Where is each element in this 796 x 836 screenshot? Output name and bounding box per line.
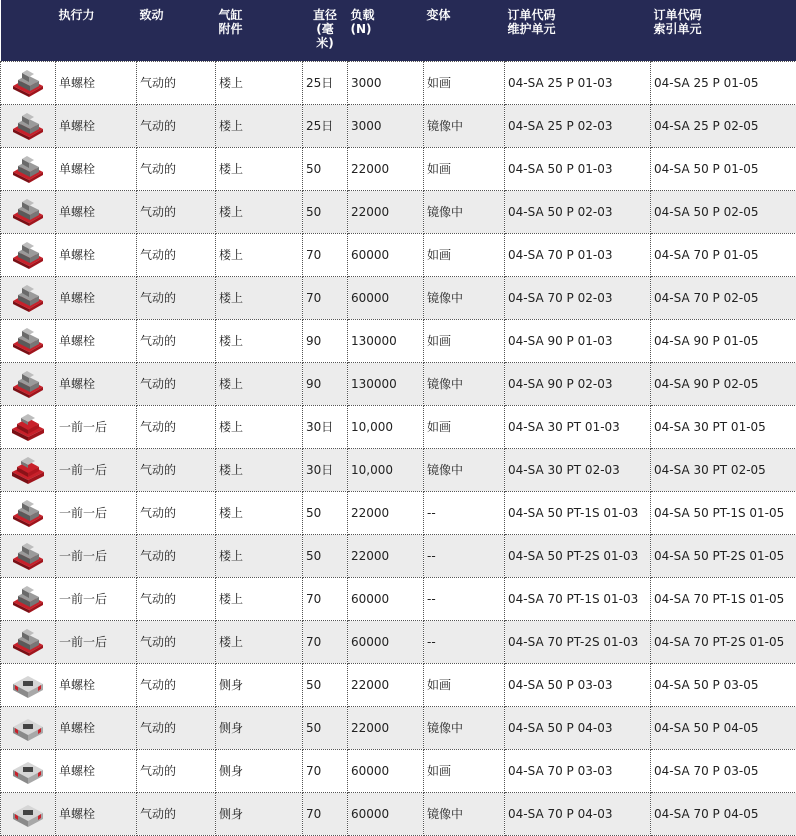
slide-unit-gray-icon (1, 584, 55, 614)
cell-order-code-maintenance: 04-SA 90 P 01-03 (505, 319, 651, 362)
cell-order-code-index: 04-SA 50 P 03-05 (651, 663, 796, 706)
cell-load: 10,000 (348, 405, 424, 448)
cell-load: 22000 (348, 663, 424, 706)
cell-order-code-maintenance: 04-SA 25 P 02-03 (505, 104, 651, 147)
cell-order-code-index: 04-SA 50 PT-1S 01-05 (651, 491, 796, 534)
product-image-cell (1, 706, 56, 749)
cell-order-code-maintenance: 04-SA 30 PT 02-03 (505, 448, 651, 491)
cell-mount: 楼上 (216, 405, 303, 448)
cell-variant: 如画 (424, 61, 505, 104)
table-body (1, 61, 796, 835)
cell-mount: 侧身 (216, 663, 303, 706)
cell-actuation: 一前一后 (56, 534, 137, 577)
cell-load: 130000 (348, 319, 424, 362)
table-row (1, 147, 796, 190)
cell-order-code-maintenance: 04-SA 70 P 01-03 (505, 233, 651, 276)
cell-load: 10,000 (348, 448, 424, 491)
product-image-cell (1, 405, 56, 448)
cell-variant: 镜像中 (424, 792, 505, 835)
cell-drive: 气动的 (137, 534, 216, 577)
cell-mount: 楼上 (216, 147, 303, 190)
cell-drive: 气动的 (137, 233, 216, 276)
cell-mount: 楼上 (216, 362, 303, 405)
table-row (1, 448, 796, 491)
cell-actuation: 一前一后 (56, 405, 137, 448)
cell-load: 60000 (348, 276, 424, 319)
cell-load: 60000 (348, 233, 424, 276)
cell-order-code-index: 04-SA 70 P 01-05 (651, 233, 796, 276)
cell-actuation: 单螺栓 (56, 319, 137, 362)
header-image (1, 0, 56, 61)
cell-load: 3000 (348, 61, 424, 104)
cell-variant: -- (424, 491, 505, 534)
cell-mount: 楼上 (216, 276, 303, 319)
product-image-cell (1, 61, 56, 104)
table-row (1, 190, 796, 233)
side-clamp-icon (1, 756, 55, 786)
slide-unit-gray-icon (1, 283, 55, 313)
cell-mount: 楼上 (216, 620, 303, 663)
cell-actuation: 单螺栓 (56, 233, 137, 276)
cell-drive: 气动的 (137, 405, 216, 448)
header-order-code-index: 订单代码 索引单元 (651, 0, 796, 61)
cell-order-code-index: 04-SA 70 P 02-05 (651, 276, 796, 319)
cell-order-code-maintenance: 04-SA 70 PT-1S 01-03 (505, 577, 651, 620)
slide-unit-gray-icon (1, 197, 55, 227)
cell-order-code-index: 04-SA 70 PT-1S 01-05 (651, 577, 796, 620)
cell-order-code-index: 04-SA 50 PT-2S 01-05 (651, 534, 796, 577)
cell-mount: 楼上 (216, 104, 303, 147)
cell-order-code-index: 04-SA 70 P 03-05 (651, 749, 796, 792)
product-image-cell (1, 663, 56, 706)
slide-unit-gray-icon (1, 240, 55, 270)
cell-actuation: 单螺栓 (56, 663, 137, 706)
cell-mount: 楼上 (216, 491, 303, 534)
cell-order-code-index: 04-SA 90 P 01-05 (651, 319, 796, 362)
cell-variant: 如画 (424, 405, 505, 448)
cell-diameter: 50 (303, 534, 348, 577)
cell-drive: 气动的 (137, 663, 216, 706)
header-cylinder-mount: 气缸 附件 (216, 0, 303, 61)
table-row (1, 706, 796, 749)
cell-mount: 楼上 (216, 448, 303, 491)
product-image-cell (1, 147, 56, 190)
cell-diameter: 50 (303, 147, 348, 190)
slide-unit-gray-icon (1, 369, 55, 399)
cell-diameter: 30日 (303, 405, 348, 448)
product-image-cell (1, 190, 56, 233)
cell-diameter: 50 (303, 190, 348, 233)
cell-mount: 侧身 (216, 792, 303, 835)
cell-drive: 气动的 (137, 319, 216, 362)
side-clamp-icon (1, 799, 55, 829)
table-row (1, 663, 796, 706)
cell-order-code-maintenance: 04-SA 90 P 02-03 (505, 362, 651, 405)
cell-order-code-index: 04-SA 50 P 02-05 (651, 190, 796, 233)
cell-drive: 气动的 (137, 749, 216, 792)
header-diameter: 直径 (毫 米) (303, 0, 348, 61)
cell-diameter: 90 (303, 319, 348, 362)
product-image-cell (1, 620, 56, 663)
product-image-cell (1, 362, 56, 405)
cell-order-code-maintenance: 04-SA 50 PT-2S 01-03 (505, 534, 651, 577)
cell-order-code-maintenance: 04-SA 70 PT-2S 01-03 (505, 620, 651, 663)
cell-variant: 镜像中 (424, 362, 505, 405)
cell-order-code-index: 04-SA 25 P 02-05 (651, 104, 796, 147)
product-image-cell (1, 491, 56, 534)
cell-actuation: 一前一后 (56, 620, 137, 663)
slide-unit-gray-icon (1, 627, 55, 657)
slide-unit-gray-icon (1, 111, 55, 141)
header-load: 负载 (N) (348, 0, 424, 61)
slide-unit-gray-icon (1, 326, 55, 356)
table-row (1, 491, 796, 534)
cell-order-code-maintenance: 04-SA 50 P 04-03 (505, 706, 651, 749)
cell-actuation: 单螺栓 (56, 61, 137, 104)
slide-unit-gray-icon (1, 68, 55, 98)
cell-diameter: 50 (303, 706, 348, 749)
cell-variant: 镜像中 (424, 104, 505, 147)
cell-actuation: 单螺栓 (56, 147, 137, 190)
cell-variant: 镜像中 (424, 190, 505, 233)
product-image-cell (1, 577, 56, 620)
cell-diameter: 70 (303, 577, 348, 620)
cell-load: 60000 (348, 577, 424, 620)
cell-drive: 气动的 (137, 61, 216, 104)
cell-diameter: 90 (303, 362, 348, 405)
cell-load: 60000 (348, 749, 424, 792)
cell-load: 22000 (348, 147, 424, 190)
cell-drive: 气动的 (137, 104, 216, 147)
header-order-code-maintenance: 订单代码 维护单元 (505, 0, 651, 61)
cell-order-code-maintenance: 04-SA 70 P 03-03 (505, 749, 651, 792)
cell-order-code-index: 04-SA 50 P 04-05 (651, 706, 796, 749)
table-header (1, 0, 796, 61)
product-image-cell (1, 319, 56, 362)
cell-actuation: 单螺栓 (56, 706, 137, 749)
slide-unit-red-icon (1, 412, 55, 442)
cell-actuation: 单螺栓 (56, 190, 137, 233)
cell-actuation: 单螺栓 (56, 276, 137, 319)
cell-variant: 如画 (424, 319, 505, 362)
cell-diameter: 25日 (303, 61, 348, 104)
cell-order-code-index: 04-SA 70 P 04-05 (651, 792, 796, 835)
cell-order-code-maintenance: 04-SA 30 PT 01-03 (505, 405, 651, 448)
table-row (1, 104, 796, 147)
cell-variant: -- (424, 577, 505, 620)
cell-order-code-maintenance: 04-SA 50 P 02-03 (505, 190, 651, 233)
cell-load: 60000 (348, 792, 424, 835)
cell-variant: 镜像中 (424, 276, 505, 319)
slide-unit-red-icon (1, 455, 55, 485)
cell-actuation: 单螺栓 (56, 792, 137, 835)
cell-load: 3000 (348, 104, 424, 147)
side-clamp-icon (1, 713, 55, 743)
cell-variant: -- (424, 620, 505, 663)
cell-mount: 楼上 (216, 534, 303, 577)
cell-diameter: 30日 (303, 448, 348, 491)
cell-diameter: 50 (303, 491, 348, 534)
cell-load: 130000 (348, 362, 424, 405)
cell-diameter: 70 (303, 792, 348, 835)
slide-unit-gray-icon (1, 498, 55, 528)
cell-actuation: 单螺栓 (56, 749, 137, 792)
cell-drive: 气动的 (137, 147, 216, 190)
cell-variant: -- (424, 534, 505, 577)
table-row (1, 577, 796, 620)
header-variant: 变体 (424, 0, 505, 61)
cell-load: 22000 (348, 706, 424, 749)
cell-variant: 如画 (424, 233, 505, 276)
header-row (1, 0, 796, 61)
cell-order-code-index: 04-SA 30 PT 01-05 (651, 405, 796, 448)
side-clamp-icon (1, 670, 55, 700)
cell-order-code-maintenance: 04-SA 25 P 01-03 (505, 61, 651, 104)
cell-actuation: 单螺栓 (56, 104, 137, 147)
cell-order-code-maintenance: 04-SA 70 P 02-03 (505, 276, 651, 319)
cell-order-code-index: 04-SA 50 P 01-05 (651, 147, 796, 190)
cell-order-code-index: 04-SA 70 PT-2S 01-05 (651, 620, 796, 663)
cell-drive: 气动的 (137, 362, 216, 405)
table-row (1, 534, 796, 577)
table-row (1, 276, 796, 319)
cell-actuation: 单螺栓 (56, 362, 137, 405)
product-image-cell (1, 233, 56, 276)
table-row (1, 319, 796, 362)
cell-diameter: 70 (303, 276, 348, 319)
cell-mount: 楼上 (216, 61, 303, 104)
cell-drive: 气动的 (137, 620, 216, 663)
product-image-cell (1, 749, 56, 792)
cell-drive: 气动的 (137, 491, 216, 534)
cell-mount: 楼上 (216, 190, 303, 233)
cell-drive: 气动的 (137, 792, 216, 835)
cell-diameter: 70 (303, 233, 348, 276)
cell-actuation: 一前一后 (56, 448, 137, 491)
product-image-cell (1, 534, 56, 577)
cell-drive: 气动的 (137, 190, 216, 233)
cell-mount: 楼上 (216, 319, 303, 362)
cell-drive: 气动的 (137, 577, 216, 620)
cell-load: 60000 (348, 620, 424, 663)
cell-order-code-index: 04-SA 90 P 02-05 (651, 362, 796, 405)
cell-mount: 侧身 (216, 706, 303, 749)
cell-drive: 气动的 (137, 706, 216, 749)
cell-variant: 镜像中 (424, 706, 505, 749)
product-image-cell (1, 792, 56, 835)
table-row (1, 233, 796, 276)
cell-order-code-maintenance: 04-SA 70 P 04-03 (505, 792, 651, 835)
slide-unit-gray-icon (1, 541, 55, 571)
table-row (1, 405, 796, 448)
cell-order-code-maintenance: 04-SA 50 P 01-03 (505, 147, 651, 190)
product-image-cell (1, 104, 56, 147)
cell-variant: 如画 (424, 663, 505, 706)
cell-variant: 镜像中 (424, 448, 505, 491)
header-drive: 致动 (137, 0, 216, 61)
cell-order-code-maintenance: 04-SA 50 PT-1S 01-03 (505, 491, 651, 534)
cell-order-code-index: 04-SA 30 PT 02-05 (651, 448, 796, 491)
cell-order-code-maintenance: 04-SA 50 P 03-03 (505, 663, 651, 706)
table-row (1, 749, 796, 792)
product-image-cell (1, 276, 56, 319)
cell-mount: 楼上 (216, 233, 303, 276)
cell-load: 22000 (348, 190, 424, 233)
cell-actuation: 一前一后 (56, 577, 137, 620)
cell-drive: 气动的 (137, 276, 216, 319)
header-actuation: 执行力 (56, 0, 137, 61)
product-image-cell (1, 448, 56, 491)
cell-diameter: 70 (303, 749, 348, 792)
cell-diameter: 70 (303, 620, 348, 663)
cell-load: 22000 (348, 534, 424, 577)
cell-mount: 楼上 (216, 577, 303, 620)
cell-load: 22000 (348, 491, 424, 534)
cell-variant: 如画 (424, 749, 505, 792)
cell-drive: 气动的 (137, 448, 216, 491)
table-row (1, 620, 796, 663)
table-row (1, 362, 796, 405)
cell-order-code-index: 04-SA 25 P 01-05 (651, 61, 796, 104)
slide-unit-gray-icon (1, 154, 55, 184)
cell-variant: 如画 (424, 147, 505, 190)
cell-diameter: 25日 (303, 104, 348, 147)
cell-actuation: 一前一后 (56, 491, 137, 534)
table-row (1, 61, 796, 104)
cell-mount: 侧身 (216, 749, 303, 792)
cell-diameter: 50 (303, 663, 348, 706)
table-row (1, 792, 796, 835)
